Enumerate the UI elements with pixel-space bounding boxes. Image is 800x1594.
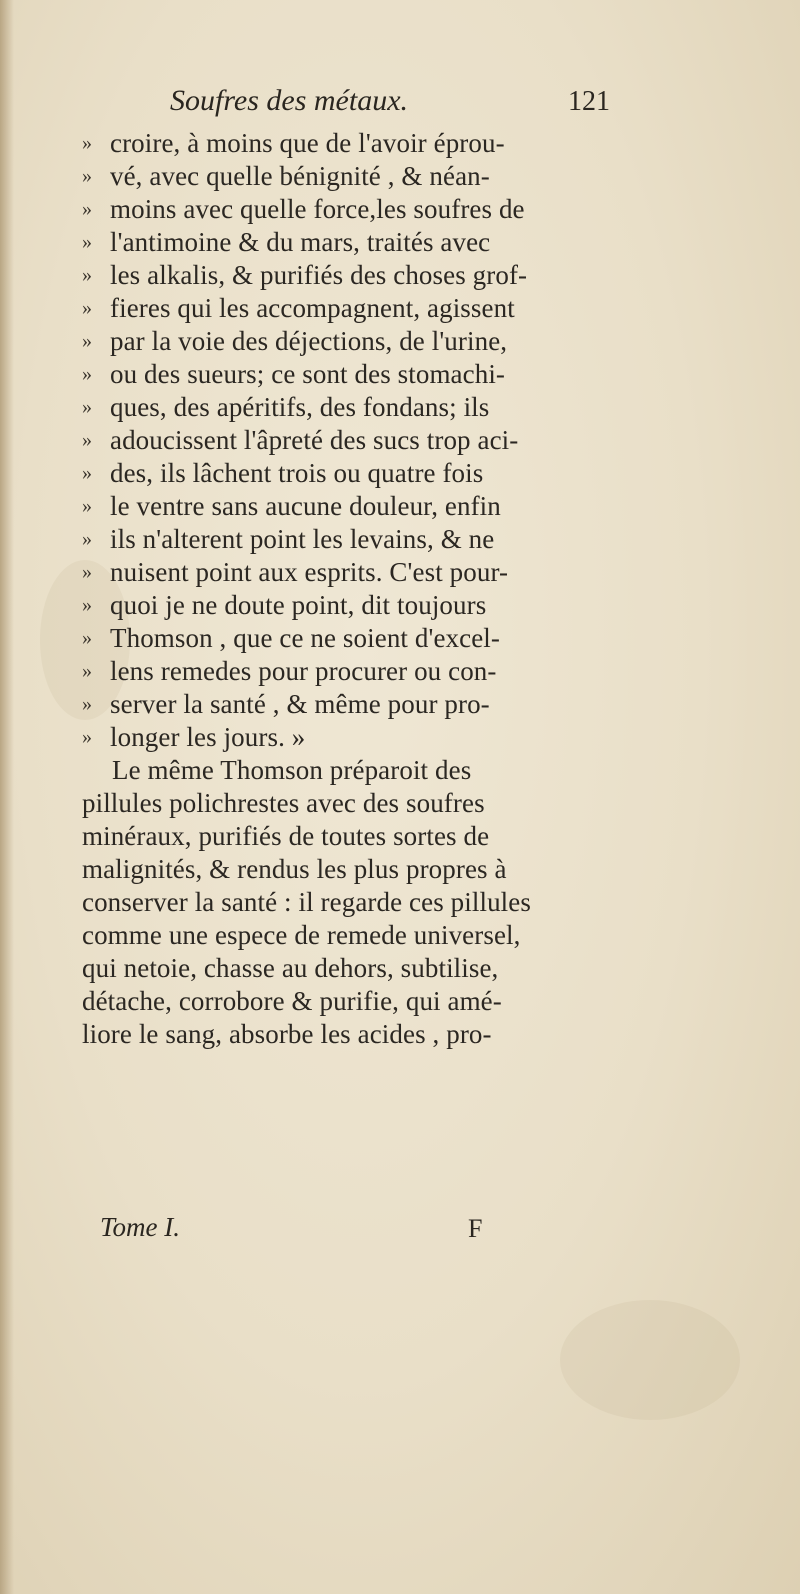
text-line — [82, 457, 742, 490]
line-text: ou des sueurs; ce sont des stomachi- — [110, 359, 506, 389]
paper-stain — [560, 1300, 740, 1420]
text-line — [82, 292, 742, 325]
guillemet-mark: » — [82, 264, 93, 286]
line-text: croire, à moins que de l'avoir éprou- — [110, 128, 505, 158]
text-line — [82, 853, 742, 886]
line-text: liore le sang, absorbe les acides , pro- — [82, 1019, 492, 1049]
text-line — [82, 655, 742, 688]
guillemet-mark: » — [82, 528, 93, 550]
line-text: quoi je ne doute point, dit toujours — [110, 590, 487, 620]
text-line — [82, 589, 742, 622]
guillemet-mark: » — [82, 495, 93, 517]
running-title: Soufres des métaux. — [170, 84, 409, 117]
guillemet-mark: » — [82, 165, 93, 187]
body-text — [82, 127, 742, 1051]
text-line — [82, 325, 742, 358]
line-text: comme une espece de remede universel, — [82, 920, 521, 950]
page-gutter-shadow — [0, 0, 14, 1594]
line-text: par la voie des déjections, de l'urine, — [110, 326, 508, 356]
line-text: conserver la santé : il regarde ces pillules — [82, 887, 531, 917]
page-footer — [100, 1212, 660, 1252]
guillemet-mark: » — [82, 660, 93, 682]
text-line — [82, 952, 742, 985]
text-line — [82, 160, 742, 193]
guillemet-mark: » — [82, 132, 93, 154]
text-line — [82, 985, 742, 1018]
guillemet-mark: » — [82, 594, 93, 616]
guillemet-mark: » — [82, 231, 93, 253]
text-line — [82, 886, 742, 919]
line-text: minéraux, purifiés de toutes sortes de — [82, 821, 490, 851]
line-text: vé, avec quelle bénignité , & néan- — [110, 161, 490, 191]
line-text: le ventre sans aucune douleur, enfin — [110, 491, 501, 521]
guillemet-mark: » — [82, 396, 93, 418]
line-text: longer les jours. » — [110, 722, 306, 752]
text-line — [82, 391, 742, 424]
line-text: server la santé , & même pour pro- — [110, 689, 490, 719]
text-line — [82, 820, 742, 853]
line-text: Thomson , que ce ne soient d'excel- — [110, 623, 500, 653]
guillemet-mark: » — [82, 561, 93, 583]
line-text: des, ils lâchent trois ou quatre fois — [110, 458, 484, 488]
text-line — [82, 127, 742, 160]
text-line — [82, 622, 742, 655]
line-text: Le même Thomson préparoit des — [112, 755, 472, 785]
guillemet-mark: » — [82, 297, 93, 319]
line-text: nuisent point aux esprits. C'est pour- — [110, 557, 509, 587]
guillemet-mark: » — [82, 462, 93, 484]
line-text: ques, des apéritifs, des fondans; ils — [110, 392, 490, 422]
guillemet-mark: » — [82, 330, 93, 352]
guillemet-mark: » — [82, 693, 93, 715]
guillemet-mark: » — [82, 429, 93, 451]
text-line — [82, 424, 742, 457]
guillemet-mark: » — [82, 363, 93, 385]
line-text: détache, corrobore & purifie, qui amé- — [82, 986, 502, 1016]
running-header — [170, 84, 610, 124]
line-text: adoucissent l'âpreté des sucs trop aci- — [110, 425, 519, 455]
text-line — [82, 919, 742, 952]
text-line — [82, 556, 742, 589]
text-line — [82, 688, 742, 721]
text-line — [82, 1018, 742, 1051]
line-text: pillules polichrestes avec des soufres — [82, 788, 485, 818]
guillemet-mark: » — [82, 726, 93, 748]
signature-mark: F — [468, 1214, 483, 1243]
text-line — [82, 358, 742, 391]
page-number: 121 — [568, 86, 610, 117]
line-text: qui netoie, chasse au dehors, subtilise, — [82, 953, 499, 983]
volume-label: Tome I. — [100, 1212, 181, 1242]
text-line — [82, 523, 742, 556]
line-text: malignités, & rendus les plus propres à — [82, 854, 507, 884]
line-text: lens remedes pour procurer ou con- — [110, 656, 497, 686]
text-line — [82, 490, 742, 523]
line-text: les alkalis, & purifiés des choses grof- — [110, 260, 528, 290]
line-text: ils n'alterent point les levains, & ne — [110, 524, 495, 554]
line-text: fieres qui les accompagnent, agissent — [110, 293, 515, 323]
text-line — [82, 226, 742, 259]
text-line — [82, 259, 742, 292]
text-line — [82, 754, 742, 787]
text-line — [82, 787, 742, 820]
guillemet-mark: » — [82, 627, 93, 649]
guillemet-mark: » — [82, 198, 93, 220]
text-line — [82, 193, 742, 226]
text-line — [82, 721, 742, 754]
line-text: l'antimoine & du mars, traités avec — [110, 227, 491, 257]
line-text: moins avec quelle force,les soufres de — [110, 194, 525, 224]
